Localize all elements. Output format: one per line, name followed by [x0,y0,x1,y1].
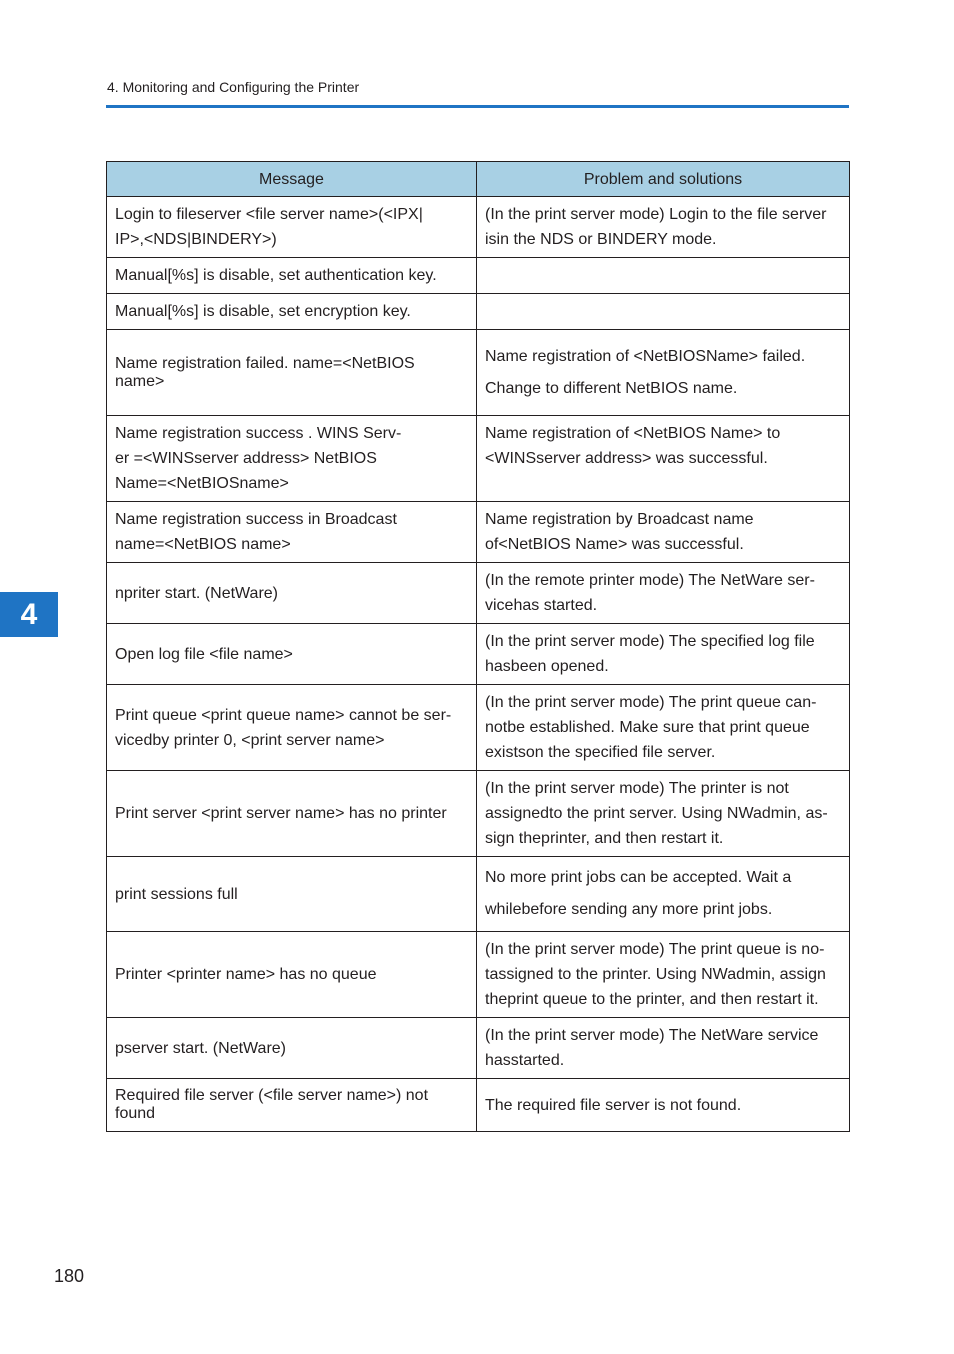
solution-cell: (In the remote printer mode) The NetWare ser- vicehas started. [477,563,850,624]
running-header: 4. Monitoring and Configuring the Printer [107,79,360,95]
table-row [107,294,850,330]
table-row [107,416,850,502]
message-cell: Name registration success in Broadcast name=<NetBIOS name> [107,502,477,563]
message-cell: Print server <print server name> has no printer [107,771,477,857]
solution-cell: (In the print server mode) The printer is not assignedto the print server. Using NWadmin, as- sign theprinter, and then restart it. [477,771,850,857]
table-row [107,1079,850,1132]
table-row [107,1018,850,1079]
solution-cell: (In the print server mode) The print queue can- notbe established. Make sure that print queue existson the specified file server. [477,685,850,771]
solution-cell: No more print jobs can be accepted. Wait a whilebefore sending any more print jobs. [477,857,850,932]
message-cell: Printer <printer name> has no queue [107,932,477,1018]
message-cell: print sessions full [107,857,477,932]
column-header-message: Message [107,162,477,197]
solution-cell: (In the print server mode) Login to the file server isin the NDS or BINDERY mode. [477,197,850,258]
message-cell: Manual[%s] is disable, set encryption key. [107,294,477,330]
table-row [107,258,850,294]
page-number: 180 [54,1266,85,1286]
messages-table [106,161,850,1132]
chapter-tab: 4 [0,592,58,637]
table-row [107,563,850,624]
column-header-solution: Problem and solutions [477,162,850,197]
table-row [107,624,850,685]
message-cell: Print queue <print queue name> cannot be ser- vicedby printer 0, <print server name> [107,685,477,771]
solution-cell [477,258,850,294]
table-row [107,197,850,258]
solution-cell: (In the print server mode) The NetWare service hasstarted. [477,1018,850,1079]
table-row [107,502,850,563]
message-cell: Name registration success . WINS Serv- er =<WINSserver address> NetBIOS Name=<NetBIOSname> [107,416,477,502]
message-cell: Open log file <file name> [107,624,477,685]
solution-cell: Name registration of <NetBIOSName> failed. Change to different NetBIOS name. [477,330,850,416]
table-header-row [107,162,850,197]
message-cell: Login to fileserver <file server name>(<IPX| IP>,<NDS|BINDERY>) [107,197,477,258]
message-cell: Name registration failed. name=<NetBIOS name> [107,330,477,416]
solution-cell: The required file server is not found. [477,1079,850,1132]
solution-cell: Name registration of <NetBIOS Name> to <WINSserver address> was successful. [477,416,850,502]
table-row [107,685,850,771]
message-cell: pserver start. (NetWare) [107,1018,477,1079]
solution-cell: (In the print server mode) The specified log file hasbeen opened. [477,624,850,685]
table-row [107,857,850,932]
solution-cell [477,294,850,330]
table-row [107,330,850,416]
message-cell: npriter start. (NetWare) [107,563,477,624]
solution-cell: (In the print server mode) The print queue is no- tassigned to the printer. Using NWadmin, assign theprint queue to the printer, and then restart it. [477,932,850,1018]
table-row [107,771,850,857]
message-cell: Required file server (<file server name>) not found [107,1079,477,1132]
message-cell: Manual[%s] is disable, set authentication key. [107,258,477,294]
table-row [107,932,850,1018]
header-rule [106,105,849,108]
solution-cell: Name registration by Broadcast name of<NetBIOS Name> was successful. [477,502,850,563]
